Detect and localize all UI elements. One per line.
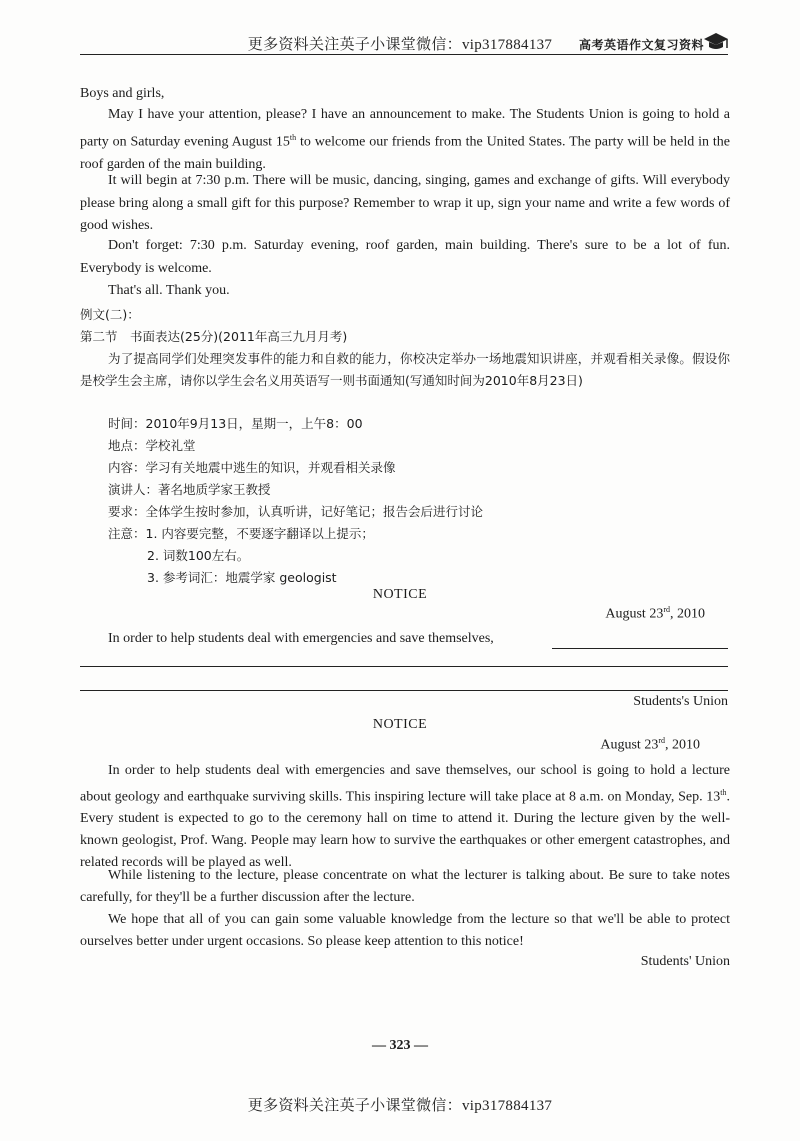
example-label: 例文(二)： bbox=[80, 307, 140, 322]
letter-greeting: Boys and girls, bbox=[80, 86, 165, 101]
graduation-cap-icon bbox=[702, 30, 730, 52]
info-time: 时间：2010年9月13日，星期一，上午8：00 bbox=[108, 416, 363, 431]
watermark-top: 更多资料关注英子小课堂微信：vip317884137 bbox=[247, 37, 553, 53]
letter-paragraph-2: It will begin at 7:30 p.m. There will be music, dancing, singing, games and exchange of gifts. Will everybody please bring along a small gift for this purpose? Remember to wrap it up, sign your name and write a few words of good wishes. bbox=[80, 173, 730, 233]
answer-blank-1 bbox=[552, 648, 728, 649]
template-opening: In order to help students deal with emergencies and save themselves, bbox=[108, 631, 494, 646]
header-rule bbox=[80, 54, 728, 55]
info-place: 地点：学校礼堂 bbox=[108, 438, 196, 453]
note-2: 2. 词数100左右。 bbox=[147, 548, 250, 563]
info-speaker: 演讲人：著名地质学家王教授 bbox=[108, 482, 271, 497]
answer-blank-2 bbox=[80, 666, 728, 667]
template-date: August 23rd, 2010 bbox=[605, 605, 705, 622]
page-number: — 323 — bbox=[372, 1038, 428, 1053]
note-1: 注意：1. 内容要完整，不要逐字翻译以上提示； bbox=[108, 526, 374, 541]
section-heading: 第二节 书面表达(25分)(2011年高三九月月考) bbox=[80, 329, 348, 344]
letter-paragraph-3: Don't forget: 7:30 p.m. Saturday evening, roof garden, main building. There's sure to be a lot of fun. Everybody is welcome. bbox=[80, 238, 730, 276]
answer-date: August 23rd, 2010 bbox=[600, 736, 700, 753]
answer-notice-title: NOTICE bbox=[372, 717, 428, 732]
template-notice-title: NOTICE bbox=[372, 587, 428, 602]
letter-closing: That's all. Thank you. bbox=[108, 283, 230, 298]
watermark-bottom: 更多资料关注英子小课堂微信：vip317884137 bbox=[247, 1098, 553, 1114]
answer-paragraph-1: In order to help students deal with emergencies and save themselves, our school is going to hold a lecture about geology and earthquake surviving skills. This inspiring lecture will take place at 8 a.m. on Monday, Sep. 13th. Every student is expected to go to the ceremony hall on time to attend it. During the lecture given by the well-known geologist, Prof. Wang. People may learn how to survive the earthquakes or other emergent catastrophes, and related records will be played as well. bbox=[80, 763, 730, 870]
answer-signature: Students' Union bbox=[640, 954, 730, 969]
template-signature: Students's Union bbox=[633, 694, 728, 709]
info-requirement: 要求：全体学生按时参加，认真听讲，记好笔记；报告会后进行讨论 bbox=[108, 504, 484, 519]
answer-blank-3 bbox=[80, 690, 728, 691]
header-title: 高考英语作文复习资料 bbox=[578, 38, 704, 52]
letter-paragraph-1: May I have your attention, please? I have an announcement to make. The Students Union is going to hold a party on Saturday evening August 15th to welcome our friends from the United States. The party will be held in the roof garden of the main building. bbox=[80, 107, 730, 172]
answer-paragraph-3: We hope that all of you can gain some valuable knowledge from the lecture so that we'll be able to protect ourselves better under urgent occasions. So please keep attention to this notice! bbox=[80, 912, 730, 949]
note-3: 3. 参考词汇：地震学家 geologist bbox=[147, 570, 337, 585]
task-instruction: 为了提高同学们处理突发事件的能力和自救的能力，你校决定举办一场地震知识讲座，并观看相关录像。假设你是校学生会主席，请你以学生会名义用英语写一则书面通知(写通知时间为2010年8月23日) bbox=[80, 351, 730, 388]
info-content: 内容：学习有关地震中逃生的知识，并观看相关录像 bbox=[108, 460, 396, 475]
answer-paragraph-2: While listening to the lecture, please concentrate on what the lecturer is talking about. Be sure to take notes carefully, for they'll be a further discussion after the lecture. bbox=[80, 868, 730, 905]
